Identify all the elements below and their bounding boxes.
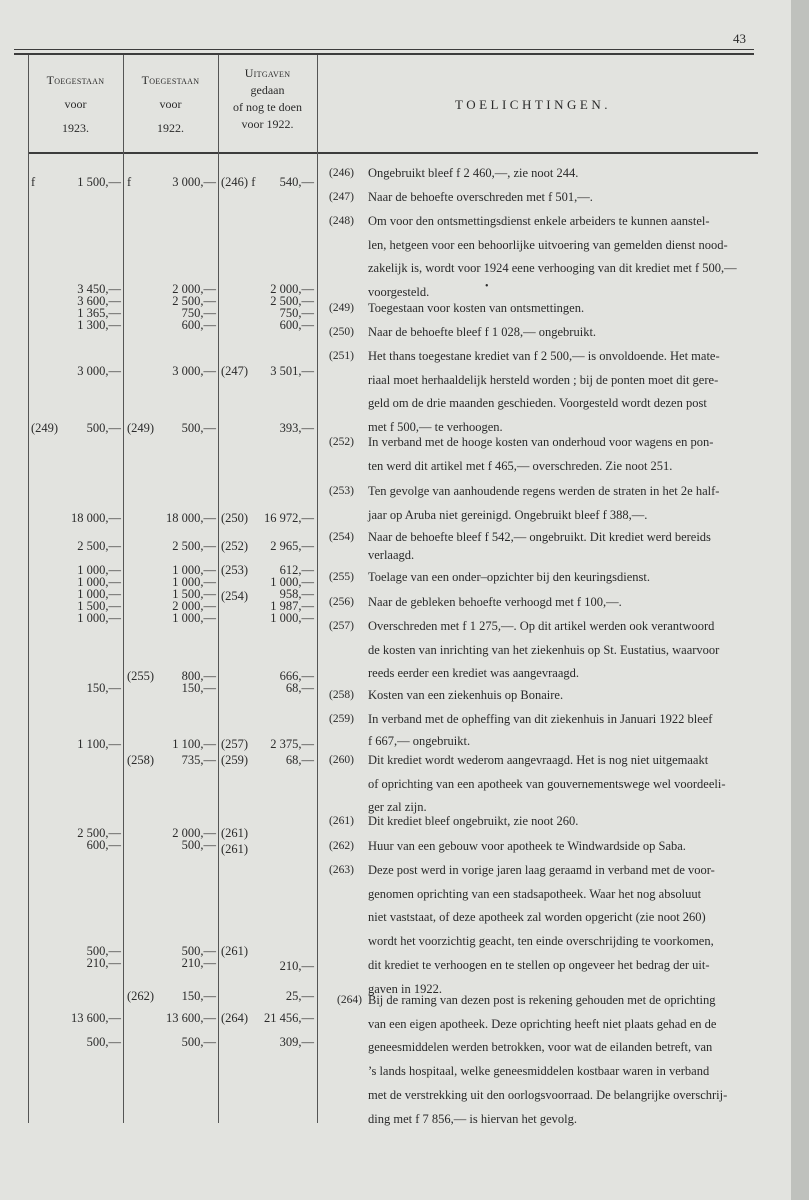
top-rule [14,49,754,50]
note-line: van een eigen apotheek. Deze oprichting heeft niet plaats gehad en de [368,1016,717,1031]
amount-cell: (257) [221,737,249,751]
amount-cell: 2 500,— [77,539,121,553]
amount-cell: 1 365,— [77,306,121,320]
amount-cell: 600,— [86,838,121,852]
amount-cell: 25,— [285,989,314,1003]
amount-cell: 1 100,— [77,737,121,751]
amount-cell: 540,— [279,175,314,189]
note-line: voorgesteld. [368,285,430,300]
note-line: Kosten van een ziekenhuis op Bonaire. [368,688,564,702]
note-line: Naar de behoefte bleef f 1 028,— ongebruikt. [368,325,597,339]
top-rule-double [14,53,754,55]
amount-cell: 500,— [181,944,216,958]
header-toelichtingen: TOELICHTINGEN. [455,97,611,112]
header-col-3-line: of nog te doen [233,100,302,114]
note-ref: (259) [329,713,354,725]
page-number: 43 [733,31,746,46]
amount-cell: 210,— [86,956,121,970]
amount-cell: (252) [221,539,249,553]
amount-cell: 210,— [181,956,216,970]
note-line: zakelijk is, wordt voor 1924 eene verhooging van dit krediet met f 500,— [368,261,737,276]
note-line: riaal moet herhaaldelijk hersteld worden ; bij de ponten moet dit gere- [368,372,719,387]
note-line: geld om de drie maanden geschieden. Voorgesteld wordt dezen post [368,396,707,411]
amount-cell: f [127,175,132,189]
amount-cell: (264) [221,1011,249,1025]
note-line: dit krediet te verhoogen en te stellen op ongeveer het bedrag der uit- [368,957,710,972]
note-line: Deze post werd in vorige jaren laag geraamd in verband met de voor- [368,863,715,877]
amount-cell: 2 000,— [172,826,216,840]
note-line: ding met f 7 856,— is hiervan het gevolg. [368,1111,577,1126]
amount-cell: 309,— [279,1035,314,1049]
header-col-3-line: Uitgaven [244,66,291,80]
note-line: Toelage van een onder–opzichter bij den keuringsdienst. [368,570,651,584]
amount-cell: (261) [221,944,249,958]
scan-edge [791,0,809,1200]
amount-cell: (254) [221,589,249,603]
header-col-1-line: voor [64,97,87,111]
amount-cell: 1 000,— [270,575,314,589]
note-line: wordt het voorzichtig geacht, ten einde overschrijding te voorkomen, [368,934,714,949]
amount-cell: 210,— [279,959,314,973]
header-rule [28,152,758,154]
note-ref: (255) [329,571,354,583]
note-line: Bij de raming van dezen post is rekening gehouden met de oprichting [368,993,716,1007]
note-line: Huur van een gebouw voor apotheek te Windwardside op Saba. [368,839,686,853]
amount-cell: (247) [221,364,249,378]
note-line: Om voor den ontsmettingsdienst enkele arbeiders te kunnen aanstel- [368,214,710,228]
amount-cell: 2 500,— [172,294,216,308]
note-line: met f 500,— te verhoogen. [368,420,503,435]
note-ref: (246) [329,167,354,179]
amount-cell: 500,— [86,1035,121,1049]
amount-cell: 3 000,— [172,364,216,378]
note-line: Ongebruikt bleef f 2 460,—, zie noot 244. [368,166,579,180]
column-rule [317,55,318,1123]
column-rule [28,55,29,1123]
amount-cell: 500,— [181,421,216,435]
dot-mark: • [485,281,489,292]
amount-cell: (255) [127,669,155,683]
amount-cell: 2 000,— [172,282,216,296]
note-ref: (261) [329,815,354,827]
note-line: reeds eerder een krediet was aangevraagd. [368,666,579,681]
note-line: met de verstrekking uit den oorlogsvoorraad. De belangrijke overschrij- [368,1087,728,1102]
amount-cell: 958,— [279,587,314,601]
amount-cell: (262) [127,989,155,1003]
amount-cell: 1 000,— [77,587,121,601]
column-rule [123,55,124,1123]
amount-cell: 500,— [181,838,216,852]
note-ref: (256) [329,596,354,608]
amount-cell: 500,— [86,421,121,435]
header-col-2-line: 1922. [157,121,184,135]
amount-cell: 2 500,— [77,826,121,840]
note-line: In verband met de hooge kosten van onderhoud voor wagens en pon- [368,435,714,449]
amount-cell: 1 000,— [77,575,121,589]
note-line: Het thans toegestane krediet van f 2 500,— is onvoldoende. Het mate- [368,349,720,363]
note-line: Dit krediet bleef ongebruikt, zie noot 260. [368,814,579,828]
note-ref: (251) [329,350,354,362]
note-ref: (258) [329,689,354,701]
amount-cell: 750,— [279,306,314,320]
amount-cell: 750,— [181,306,216,320]
note-line: niet vaststaat, of deze apotheek zal worden opgericht (zie noot 260) [368,910,706,925]
header-col-3-line: voor 1922. [241,117,294,131]
note-line: of oprichting van een apotheek van gouvernementswege wel voordeeli- [368,776,726,791]
amount-cell: 21 456,— [264,1011,314,1025]
note-ref: (248) [329,215,354,227]
amount-cell: 18 000,— [166,511,216,525]
amount-cell: 3 000,— [77,364,121,378]
amount-cell: 3 000,— [172,175,216,189]
amount-cell: (249) [127,421,155,435]
note-ref: (249) [329,302,354,314]
note-line: Naar de behoefte bleef f 542,— ongebruikt. Dit krediet werd bereids [368,530,711,544]
note-line: ten werd dit artikel met f 465,— overschreden. Zie noot 251. [368,458,673,473]
amount-cell: 1 000,— [172,611,216,625]
amount-cell: 68,— [285,753,314,767]
note-ref: (257) [329,620,354,632]
note-line: ’s lands hospitaal, welke geneesmiddelen kostbaar waren in verband [368,1064,710,1079]
amount-cell: (259) [221,753,249,767]
amount-cell: 1 300,— [77,318,121,332]
note-line: gaven in 1922. [368,981,442,996]
header-col-1 [28,73,123,136]
amount-cell: (249) [31,421,59,435]
amount-cell: 2 500,— [172,539,216,553]
amount-cell: 150,— [181,681,216,695]
note-line: Overschreden met f 1 275,—. Op dit artikel werden ook verantwoord [368,619,715,633]
column-rule [218,55,219,1123]
note-line: Dit krediet wordt wederom aangevraagd. Het is nog niet uitgemaakt [368,753,709,767]
note-line: Naar de gebleken behoefte verhoogd met f 100,—. [368,595,622,609]
amount-cell: (258) [127,753,155,767]
amount-cell: 666,— [279,669,314,683]
amount-cell: 600,— [279,318,314,332]
amount-cell: (253) [221,563,249,577]
amount-cell: 1 000,— [172,575,216,589]
note-ref: (247) [329,191,354,203]
amount-cell: 1 500,— [77,599,121,613]
amount-cell: 2 500,— [270,294,314,308]
amount-cell: 2 965,— [270,539,314,553]
amount-cell: f [31,175,36,189]
note-ref: (264) [337,994,362,1006]
amount-cell: 1 000,— [77,611,121,625]
amount-cell: 13 600,— [71,1011,121,1025]
amount-cell: 150,— [86,681,121,695]
amount-cell: 13 600,— [166,1011,216,1025]
amount-cell: 393,— [279,421,314,435]
amount-cell: 1 000,— [172,563,216,577]
amount-cell: 18 000,— [71,511,121,525]
note-line: Naar de behoefte overschreden met f 501,—. [368,190,593,204]
amount-cell: 1 500,— [172,587,216,601]
note-ref: (260) [329,754,354,766]
note-line: In verband met de opheffing van dit ziekenhuis in Januari 1922 bleef [368,712,713,726]
note-line: verlaagd. [368,548,415,562]
amount-cell: 2 000,— [172,599,216,613]
header-col-3 [218,66,317,132]
note-line: geneesmiddelen werden betrokken, voor wat de eilanden betreft, van [368,1040,713,1055]
amount-cell: (261) [221,842,249,856]
note-ref: (254) [329,531,354,543]
note-line: f 667,— ongebruikt. [368,734,471,748]
note-ref: (262) [329,840,354,852]
amount-cell: (250) [221,511,249,525]
amount-cell: 3 450,— [77,282,121,296]
note-ref: (250) [329,326,354,338]
amount-cell: 800,— [181,669,216,683]
header-col-1-line: Toegestaan [46,73,105,87]
note-line: de kosten van inrichting van het ziekenhuis op St. Eustatius, waarvoor [368,642,720,657]
header-col-1-line: 1923. [62,121,89,135]
amount-cell: 2 375,— [270,737,314,751]
note-line: genomen oprichting van een stadsapotheek. Waar het nog absoluut [368,886,702,901]
amount-cell: 3 501,— [270,364,314,378]
amount-cell: 1 000,— [270,611,314,625]
note-line: Ten gevolge van aanhoudende regens werden de straten in het 2e half- [368,484,720,498]
note-line: ger zal zijn. [368,800,427,815]
amount-cell: 2 000,— [270,282,314,296]
note-line: len, hetgeen voor een behoorlijke uitvoering van gemelden dienst nood- [368,237,728,252]
note-line: Toegestaan voor kosten van ontsmettingen. [368,301,585,315]
header-col-2 [123,73,218,136]
amount-cell: 500,— [181,1035,216,1049]
amount-cell: 735,— [181,753,216,767]
amount-cell: 500,— [86,944,121,958]
amount-cell: 3 600,— [77,294,121,308]
header-col-2-line: voor [159,97,182,111]
amount-cell: 1 000,— [77,563,121,577]
amount-cell: 1 987,— [270,599,314,613]
note-line: jaar op Aruba niet gereinigd. Ongebruikt bleef f 388,—. [368,507,648,522]
amount-cell: 612,— [279,563,314,577]
amount-cell: 1 500,— [77,175,121,189]
amount-cell: (246) f [221,175,256,189]
header-col-3-line: gedaan [250,83,285,97]
amount-cell: 150,— [181,989,216,1003]
note-ref: (253) [329,485,354,497]
header-col-2-line: Toegestaan [141,73,200,87]
amount-cell: 600,— [181,318,216,332]
amount-cell: 68,— [285,681,314,695]
note-ref: (252) [329,436,354,448]
amount-cell: 16 972,— [264,511,314,525]
note-ref: (263) [329,864,354,876]
amount-cell: 1 100,— [172,737,216,751]
amount-cell: (261) [221,826,249,840]
